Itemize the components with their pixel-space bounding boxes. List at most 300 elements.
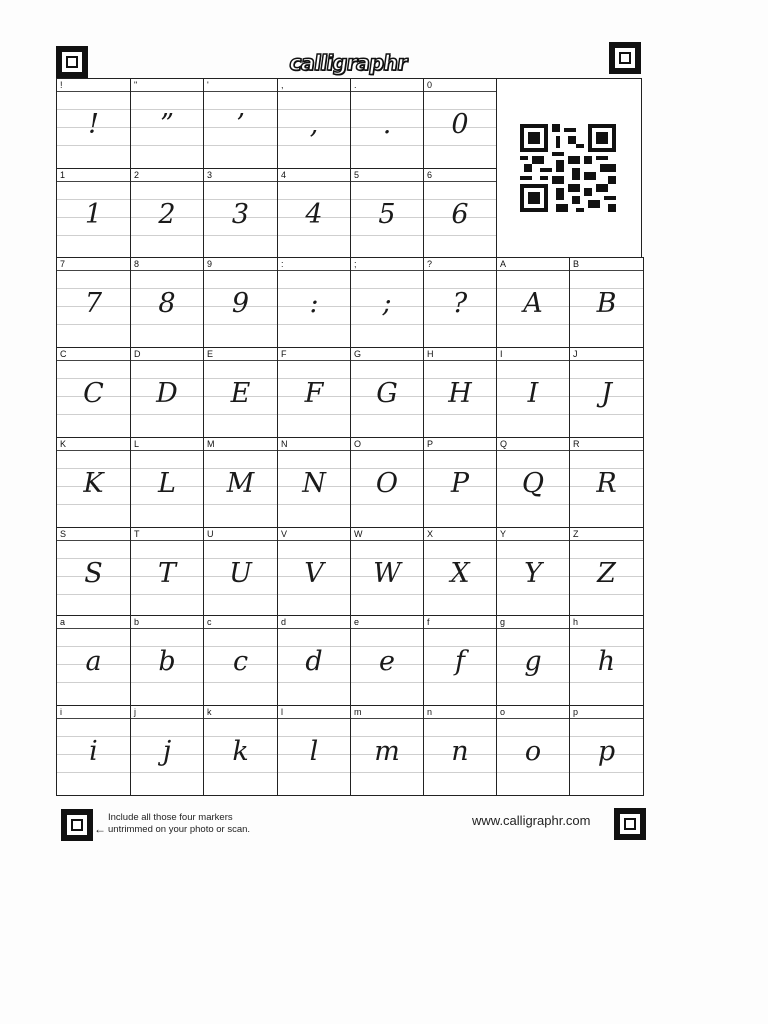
cell-header-rule (497, 540, 569, 541)
guide-line (570, 772, 643, 773)
handwritten-glyph: b (158, 646, 176, 677)
handwritten-glyph: ” (160, 109, 174, 140)
cell-header-rule (497, 450, 569, 451)
guide-line (570, 594, 643, 595)
handwritten-glyph: 5 (378, 199, 396, 230)
cell-label: U (207, 529, 214, 539)
handwritten-glyph: Q (521, 468, 545, 499)
guide-line (57, 145, 130, 146)
cell-header-rule (131, 540, 203, 541)
cell-label: l (281, 707, 283, 717)
cell-header-rule (497, 718, 569, 719)
handwritten-glyph: 7 (84, 288, 103, 319)
cell-label: D (134, 349, 141, 359)
glyph-cell (423, 168, 497, 259)
cell-label: a (60, 617, 66, 627)
guide-line (497, 594, 569, 595)
cell-label: j (134, 707, 136, 717)
glyph-cell (350, 168, 424, 259)
glyph-cell (423, 78, 497, 169)
corner-marker-bottom-right-icon (614, 808, 646, 840)
handwritten-glyph: ! (88, 109, 99, 140)
guide-line (57, 414, 130, 415)
guide-line (497, 772, 569, 773)
handwritten-glyph: 4 (305, 199, 323, 230)
glyph-cell (56, 168, 131, 259)
guide-line (57, 324, 130, 325)
glyph-cell (496, 527, 570, 618)
cell-header-rule (351, 628, 423, 629)
guide-line (424, 594, 496, 595)
cell-header-rule (278, 718, 350, 719)
cell-header-rule (57, 540, 130, 541)
handwritten-glyph: 9 (231, 288, 250, 319)
glyph-cell (496, 615, 570, 706)
qr-code-icon (520, 123, 616, 213)
handwritten-glyph: 0 (451, 109, 469, 140)
cell-label: X (427, 529, 434, 539)
guide-line (351, 594, 423, 595)
cell-label: W (354, 529, 363, 539)
handwritten-glyph: I (527, 378, 539, 409)
glyph-cell (277, 705, 351, 796)
handwritten-glyph: K (83, 468, 104, 499)
cell-label: k (207, 707, 212, 717)
cell-header-rule (424, 540, 496, 541)
cell-header-rule (424, 628, 496, 629)
cell-header-rule (57, 450, 130, 451)
cell-header-rule (351, 181, 423, 182)
handwritten-glyph: T (157, 558, 176, 589)
cell-label: 5 (354, 170, 360, 180)
cell-header-rule (424, 270, 496, 271)
handwritten-glyph: Y (524, 558, 542, 589)
guide-line (424, 145, 496, 146)
guide-line (351, 414, 423, 415)
guide-line (278, 504, 350, 505)
cell-label: m (354, 707, 362, 717)
handwritten-glyph: o (524, 736, 542, 767)
cell-label: R (573, 439, 580, 449)
cell-label: L (134, 439, 140, 449)
handwritten-glyph: d (305, 646, 323, 677)
handwritten-glyph: 6 (451, 199, 469, 230)
cell-header-rule (204, 270, 277, 271)
handwritten-glyph: a (85, 646, 102, 677)
guide-line (570, 682, 643, 683)
handwritten-glyph: l (309, 736, 319, 767)
guide-line (497, 682, 569, 683)
guide-line (570, 324, 643, 325)
handwritten-glyph: ’ (236, 109, 245, 140)
glyph-cell (56, 527, 131, 618)
cell-label: T (134, 529, 140, 539)
glyph-cell (203, 705, 278, 796)
cell-header-rule (570, 360, 643, 361)
guide-line (131, 682, 203, 683)
cell-header-rule (131, 181, 203, 182)
handwritten-glyph: X (450, 558, 470, 589)
handwritten-glyph: N (302, 468, 326, 499)
glyph-cell (56, 437, 131, 528)
instruction-line-2: untrimmed on your photo or scan. (108, 824, 251, 835)
guide-line (57, 682, 130, 683)
guide-line (278, 594, 350, 595)
guide-line (351, 504, 423, 505)
cell-header-rule (278, 450, 350, 451)
cell-label: d (281, 617, 287, 627)
handwritten-glyph: m (374, 736, 400, 767)
glyph-cell (423, 615, 497, 706)
cell-label: M (207, 439, 215, 449)
glyph-cell (130, 168, 204, 259)
glyph-cell (56, 615, 131, 706)
marker-instruction (108, 812, 250, 836)
cell-header-rule (204, 450, 277, 451)
guide-line (424, 772, 496, 773)
cell-label: N (281, 439, 288, 449)
cell-label: o (500, 707, 506, 717)
glyph-cell (569, 705, 644, 796)
guide-line (204, 324, 277, 325)
handwritten-glyph: , (309, 109, 319, 140)
guide-line (204, 504, 277, 505)
cell-header-rule (570, 628, 643, 629)
cell-label: , (281, 80, 284, 90)
guide-line (131, 145, 203, 146)
glyph-cell (423, 257, 497, 348)
glyph-cell (130, 257, 204, 348)
handwritten-glyph: ? (452, 288, 468, 319)
cell-label: ' (207, 80, 209, 90)
handwritten-glyph: . (382, 109, 392, 140)
glyph-cell (203, 527, 278, 618)
guide-line (570, 414, 643, 415)
cell-label: i (60, 707, 62, 717)
guide-line (131, 414, 203, 415)
glyph-cell (277, 615, 351, 706)
handwritten-glyph: h (597, 646, 616, 677)
cell-label: K (60, 439, 67, 449)
handwritten-glyph: i (89, 736, 98, 767)
cell-header-rule (278, 628, 350, 629)
guide-line (497, 324, 569, 325)
glyph-cell (203, 168, 278, 259)
cell-label: 3 (207, 170, 213, 180)
guide-line (57, 772, 130, 773)
handwritten-glyph: V (304, 558, 324, 589)
guide-line (131, 772, 203, 773)
cell-label: V (281, 529, 288, 539)
cell-label: H (427, 349, 434, 359)
handwritten-glyph: R (596, 468, 617, 499)
handwritten-glyph: H (448, 378, 472, 409)
cell-header-rule (204, 91, 277, 92)
cell-header-rule (424, 360, 496, 361)
guide-line (424, 414, 496, 415)
cell-header-rule (278, 91, 350, 92)
handwritten-glyph: p (597, 736, 616, 767)
cell-header-rule (204, 628, 277, 629)
guide-line (278, 324, 350, 325)
handwritten-glyph: S (84, 558, 103, 589)
handwritten-glyph: W (373, 558, 401, 589)
guide-line (497, 414, 569, 415)
cell-header-rule (278, 181, 350, 182)
cell-label: O (354, 439, 362, 449)
guide-line (424, 324, 496, 325)
cell-header-rule (424, 181, 496, 182)
glyph-cell (423, 527, 497, 618)
glyph-cell (56, 257, 131, 348)
cell-header-rule (131, 270, 203, 271)
cell-header-rule (351, 91, 423, 92)
cell-label: n (427, 707, 433, 717)
handwritten-glyph: D (156, 378, 178, 409)
handwritten-glyph: M (226, 468, 255, 499)
cell-header-rule (57, 360, 130, 361)
guide-line (278, 235, 350, 236)
calligraphr-logo: calligraphr (287, 51, 409, 75)
guide-line (278, 145, 350, 146)
cell-label: ? (427, 259, 433, 269)
glyph-cell (56, 705, 131, 796)
glyph-cell (277, 347, 351, 438)
cell-header-rule (497, 270, 569, 271)
cell-label: g (500, 617, 506, 627)
cell-header-rule (570, 450, 643, 451)
cell-header-rule (131, 91, 203, 92)
handwritten-glyph: 1 (84, 199, 103, 230)
handwritten-glyph: J (601, 378, 612, 409)
handwritten-glyph: L (158, 468, 176, 499)
handwritten-glyph: g (524, 646, 542, 677)
cell-header-rule (351, 270, 423, 271)
cell-header-rule (278, 540, 350, 541)
cell-label: 9 (207, 259, 213, 269)
handwritten-glyph: e (379, 646, 395, 677)
cell-label: E (207, 349, 214, 359)
glyph-cell (350, 257, 424, 348)
guide-line (204, 235, 277, 236)
handwritten-glyph: A (523, 288, 543, 319)
handwritten-glyph: ; (382, 288, 392, 319)
cell-label: 8 (134, 259, 140, 269)
guide-line (131, 235, 203, 236)
guide-line (351, 324, 423, 325)
guide-line (497, 504, 569, 505)
guide-line (204, 145, 277, 146)
handwritten-glyph: C (83, 378, 104, 409)
glyph-cell (350, 527, 424, 618)
handwritten-glyph: G (376, 378, 398, 409)
cell-label: c (207, 617, 212, 627)
glyph-cell (130, 437, 204, 528)
guide-line (424, 682, 496, 683)
glyph-cell (130, 347, 204, 438)
glyph-cell (277, 168, 351, 259)
guide-line (204, 594, 277, 595)
glyph-cell (203, 347, 278, 438)
cell-label: P (427, 439, 434, 449)
handwritten-glyph: c (232, 646, 249, 677)
corner-marker-top-left-icon (56, 46, 88, 78)
guide-line (57, 594, 130, 595)
instruction-line-1: Include all those four markers (108, 812, 233, 823)
cell-header-rule (424, 91, 496, 92)
cell-header-rule (497, 628, 569, 629)
handwritten-glyph: Z (597, 558, 616, 589)
glyph-cell (56, 78, 131, 169)
glyph-cell (569, 347, 644, 438)
cell-header-rule (204, 718, 277, 719)
cell-label: 6 (427, 170, 433, 180)
cell-label: C (60, 349, 67, 359)
handwritten-glyph: F (304, 378, 324, 409)
cell-header-rule (278, 270, 350, 271)
handwritten-glyph: 8 (158, 288, 176, 319)
glyph-cell (203, 257, 278, 348)
cell-label: G (354, 349, 362, 359)
handwritten-glyph: : (309, 288, 319, 319)
cell-label: h (573, 617, 579, 627)
guide-line (278, 772, 350, 773)
glyph-cell (350, 615, 424, 706)
handwritten-glyph: f (455, 646, 465, 677)
cell-header-rule (351, 540, 423, 541)
cell-label: 0 (427, 80, 433, 90)
cell-label: b (134, 617, 140, 627)
cell-label: 1 (60, 170, 66, 180)
guide-line (204, 414, 277, 415)
cell-header-rule (204, 181, 277, 182)
glyph-cell (203, 437, 278, 528)
handwritten-glyph: 3 (231, 199, 250, 230)
guide-line (424, 504, 496, 505)
arrow-left-icon: ← (94, 822, 106, 836)
cell-label: Q (500, 439, 508, 449)
cell-header-rule (278, 360, 350, 361)
glyph-cell (569, 437, 644, 528)
website-url: www.calligraphr.com (472, 813, 591, 828)
handwritten-glyph: P (450, 468, 470, 499)
glyph-cell (130, 615, 204, 706)
cell-header-rule (131, 450, 203, 451)
cell-label: ! (60, 80, 63, 90)
cell-label: A (500, 259, 507, 269)
guide-line (424, 235, 496, 236)
glyph-cell (423, 347, 497, 438)
glyph-cell (203, 78, 278, 169)
guide-line (278, 682, 350, 683)
glyph-cell (496, 705, 570, 796)
cell-label: I (500, 349, 503, 359)
glyph-cell (350, 347, 424, 438)
cell-label: B (573, 259, 580, 269)
cell-header-rule (131, 628, 203, 629)
glyph-cell (569, 527, 644, 618)
glyph-cell (569, 615, 644, 706)
glyph-cell (277, 437, 351, 528)
qr-code-panel (495, 78, 642, 258)
cell-header-rule (57, 91, 130, 92)
cell-header-rule (131, 718, 203, 719)
guide-line (351, 682, 423, 683)
cell-label: ; (354, 259, 357, 269)
glyph-cell (350, 78, 424, 169)
corner-marker-top-right-icon (609, 42, 641, 74)
cell-label: . (354, 80, 357, 90)
guide-line (351, 235, 423, 236)
guide-line (204, 682, 277, 683)
cell-label: Z (573, 529, 579, 539)
guide-line (570, 504, 643, 505)
cell-header-rule (57, 628, 130, 629)
guide-line (278, 414, 350, 415)
glyph-cell (423, 437, 497, 528)
handwritten-glyph: n (451, 736, 469, 767)
cell-label: F (281, 349, 287, 359)
guide-line (131, 324, 203, 325)
glyph-cell (203, 615, 278, 706)
glyph-cell (496, 257, 570, 348)
cell-header-rule (424, 718, 496, 719)
cell-header-rule (131, 360, 203, 361)
cell-header-rule (57, 718, 130, 719)
guide-line (57, 235, 130, 236)
glyph-cell (277, 78, 351, 169)
cell-header-rule (57, 270, 130, 271)
cell-label: J (573, 349, 578, 359)
cell-label: S (60, 529, 67, 539)
cell-header-rule (570, 718, 643, 719)
handwritten-glyph: k (232, 736, 249, 767)
cell-label: e (354, 617, 360, 627)
handwritten-glyph: 2 (158, 199, 176, 230)
cell-label: f (427, 617, 430, 627)
handwritten-glyph: B (596, 288, 617, 319)
cell-label: p (573, 707, 579, 717)
cell-label: : (281, 259, 284, 269)
cell-label: Y (500, 529, 507, 539)
cell-header-rule (351, 360, 423, 361)
cell-header-rule (570, 540, 643, 541)
handwritten-glyph: E (230, 378, 251, 409)
glyph-cell (130, 705, 204, 796)
glyph-cell (277, 527, 351, 618)
guide-line (131, 504, 203, 505)
glyph-cell (496, 347, 570, 438)
cell-header-rule (570, 270, 643, 271)
glyph-cell (569, 257, 644, 348)
glyph-cell (56, 347, 131, 438)
cell-header-rule (351, 450, 423, 451)
glyph-cell (496, 437, 570, 528)
handwritten-glyph: j (162, 736, 172, 767)
cell-label: " (134, 80, 138, 90)
cell-header-rule (57, 181, 130, 182)
corner-marker-bottom-left-icon (61, 809, 93, 841)
glyph-cell (130, 527, 204, 618)
handwritten-glyph: O (375, 468, 399, 499)
cell-label: 7 (60, 259, 66, 269)
glyph-cell (277, 257, 351, 348)
cell-header-rule (204, 540, 277, 541)
cell-header-rule (204, 360, 277, 361)
cell-label: 4 (281, 170, 287, 180)
glyph-cell (350, 705, 424, 796)
glyph-cell (130, 78, 204, 169)
